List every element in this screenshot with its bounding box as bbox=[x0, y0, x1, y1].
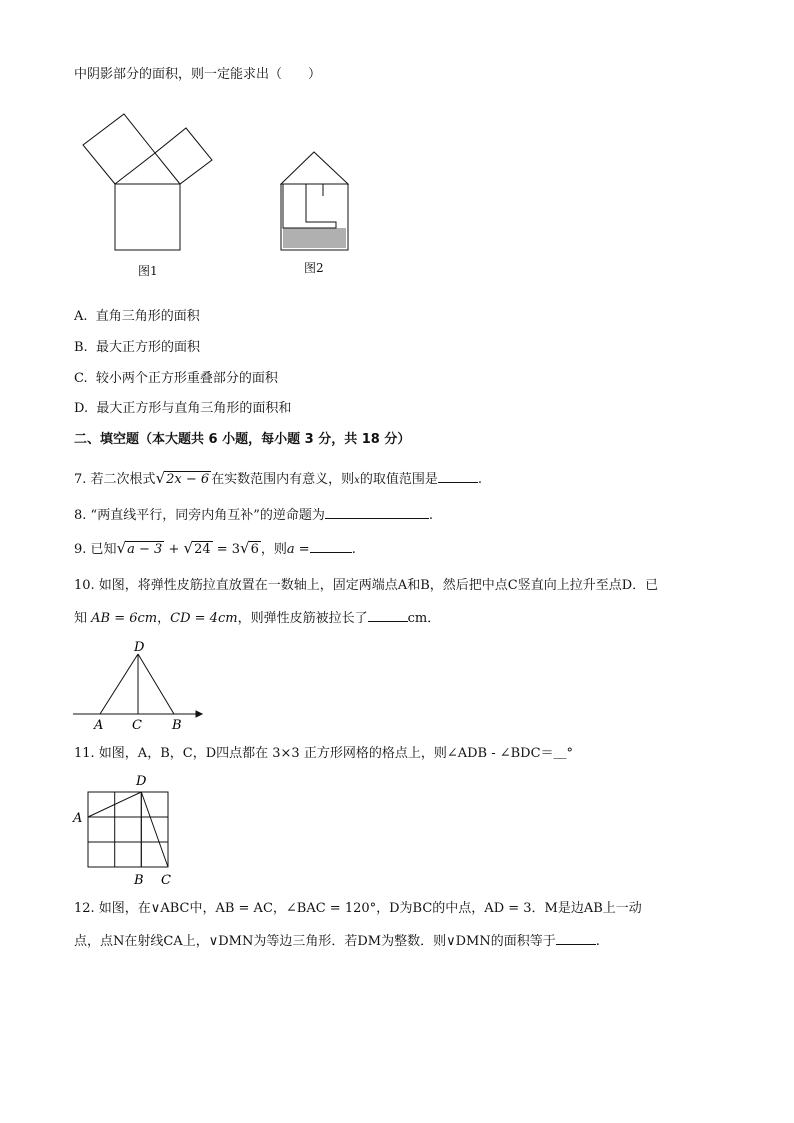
radical-sign-icon: √ bbox=[183, 539, 194, 557]
question-10-line-1: 10. 如图，将弹性皮筋拉直放置在一数轴上，固定两端点A和B，然后把中点C竖直向上拉升至点D．已 bbox=[74, 578, 659, 593]
question-8-number: 8. bbox=[74, 508, 87, 523]
question-9-radicand-2: 24 bbox=[194, 542, 211, 557]
question-9-end: . bbox=[351, 542, 356, 557]
answer-blank-7[interactable] bbox=[438, 470, 478, 483]
question-12-line-2 bbox=[74, 932, 600, 951]
option-a-text: 直角三角形的面积 bbox=[95, 309, 200, 324]
option-b bbox=[74, 339, 200, 357]
point-d-label: D bbox=[134, 640, 145, 655]
question-7-number: 7. bbox=[74, 472, 87, 487]
radical-sign-icon: √ bbox=[155, 469, 166, 487]
radical-sign-icon: √ bbox=[240, 539, 250, 557]
question-12-line-1: 12. 如图，在∨ABC中，AB = AC，∠BAC = 120°，D为BC的中点，AD = 3．M是边AB上一动 bbox=[74, 901, 642, 916]
question-8 bbox=[74, 506, 433, 525]
question-7-var: x bbox=[354, 475, 360, 486]
question-9-plus: + bbox=[168, 542, 180, 557]
option-b-letter: B. bbox=[74, 340, 88, 355]
option-c-letter: C. bbox=[74, 371, 88, 386]
figure-2-caption: 图2 bbox=[304, 261, 324, 275]
question-12-line2-text: 点，点N在射线CA上，∨DMN为等边三角形．若DM为整数．则∨DMN的面积等于 bbox=[74, 934, 556, 949]
point-c-label: C bbox=[132, 718, 142, 732]
question-9-var: a = bbox=[286, 542, 310, 557]
question-9-pre: 已知 bbox=[90, 542, 117, 557]
question-10-cd: CD = 4cm bbox=[170, 611, 238, 626]
grid-point-a-label: A bbox=[73, 811, 83, 826]
option-c bbox=[74, 370, 278, 388]
answer-blank-9[interactable] bbox=[310, 540, 352, 553]
question-10-line2-post: ，则弹性皮筋被拉长了 bbox=[237, 611, 368, 626]
answer-blank-12[interactable] bbox=[556, 932, 596, 945]
grid-point-b-label: B bbox=[134, 873, 144, 888]
option-d-letter: D. bbox=[74, 401, 89, 416]
question-10-line2-pre: 知 bbox=[74, 611, 88, 626]
question-10-sep: ， bbox=[157, 611, 171, 626]
section-title: 二、填空题（本大题共 6 小题，每小题 3 分，共 18 分） bbox=[74, 432, 411, 447]
option-d bbox=[74, 400, 291, 418]
question-9 bbox=[74, 539, 356, 559]
question-7-mid: 在实数范围内有意义，则 bbox=[211, 472, 355, 487]
point-b-label: B bbox=[172, 718, 182, 732]
question-7-radicand: 2x − 6 bbox=[166, 472, 210, 487]
point-a-label: A bbox=[94, 718, 104, 732]
question-7 bbox=[74, 469, 482, 490]
question-8-end: . bbox=[428, 508, 433, 523]
question-7-end: . bbox=[477, 472, 482, 487]
question-9-number: 9. bbox=[74, 542, 87, 557]
option-a-letter: A. bbox=[74, 309, 88, 324]
question-9-post: ，则 bbox=[260, 542, 287, 557]
question-10-ab: AB = 6cm bbox=[91, 611, 158, 626]
question-7-post: 的取值范围是 bbox=[359, 472, 438, 487]
figure-1-caption: 图1 bbox=[138, 264, 158, 278]
figure-1-pythagorean-squares bbox=[78, 104, 218, 254]
question-11: 11. 如图，A，B，C，D四点都在 3×3 正方形网格的格点上，则∠ADB - ∠BDC＝＿° bbox=[74, 746, 574, 761]
option-b-text: 最大正方形的面积 bbox=[95, 340, 200, 355]
option-d-text: 最大正方形与直角三角形的面积和 bbox=[96, 401, 292, 416]
question-9-radicand-1: a − 3 bbox=[127, 542, 163, 557]
grid-point-d-label: D bbox=[136, 774, 147, 789]
question-10-unit: cm． bbox=[407, 611, 441, 626]
question-8-text: “两直线平行，同旁内角互补”的逆命题为 bbox=[90, 508, 325, 523]
answer-blank-10[interactable] bbox=[368, 609, 408, 622]
option-a bbox=[74, 308, 200, 326]
option-c-text: 较小两个正方形重叠部分的面积 bbox=[95, 371, 278, 386]
question-9-radicand-3: 6 bbox=[250, 542, 259, 557]
figure-3-number-line-triangle bbox=[70, 638, 210, 732]
question-7-pre: 若二次根式 bbox=[90, 472, 156, 487]
grid-point-c-label: C bbox=[161, 873, 171, 888]
answer-blank-8[interactable] bbox=[325, 506, 429, 519]
radical-sign-icon: √ bbox=[116, 539, 127, 557]
question-9-equals: = 3 bbox=[216, 542, 241, 557]
figure-2-house-shape bbox=[278, 150, 352, 254]
figure-4-grid bbox=[70, 770, 180, 890]
question-intro: 中阴影部分的面积，则一定能求出（ ） bbox=[74, 67, 322, 82]
question-12-end: . bbox=[595, 934, 600, 949]
question-10-line-2 bbox=[74, 609, 440, 628]
